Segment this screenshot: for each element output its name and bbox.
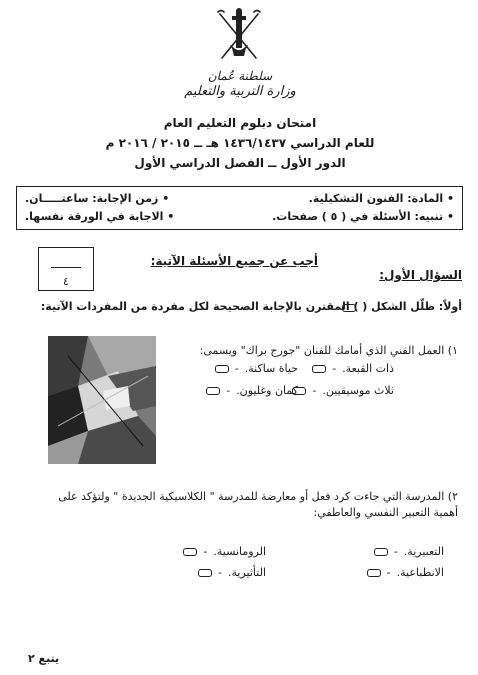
q1-option-4[interactable]: - كمان وغليون. (206, 384, 298, 398)
question-one-title: السؤال الأول: (379, 268, 462, 282)
exam-session: الدور الأول ــ الفصل الدراسي الأول (134, 156, 346, 170)
academic-year: للعام الدراسي ١٤٣٦/١٤٣٧ هـ ــ ٢٠١٥ / ٢٠١٦ م (105, 136, 375, 150)
q2-option-3[interactable]: - الانطباعية. (367, 566, 444, 580)
answer-location-note: • الاجابة في الورقة نفسها. (25, 210, 175, 223)
exam-info-box (16, 186, 463, 230)
q2-stem-line1: ٢) المدرسة التي جاءت كرد فعل أو معارضة للمدرسة " الكلاسيكية الجديدة " ولتؤكد على (58, 490, 458, 503)
q2-option-1[interactable]: - التعبيرية. (374, 545, 444, 559)
shade-shape-sample (342, 304, 356, 312)
q1-option-2-label: حياة ساكنة. (244, 362, 298, 375)
ministry-line-name: وزارة التربية والتعليم (184, 84, 296, 99)
q2-option-3-label: الانطباعية. (396, 566, 444, 579)
pages-note: • تنبيه: الأسئلة في ( ٥ ) صفحات. (272, 210, 454, 223)
q2-option-4[interactable]: - التأثيرية. (198, 566, 266, 580)
ministry-name (170, 68, 310, 100)
q1-option-3[interactable]: - ثلاث موسيقيين. (292, 384, 394, 398)
q1-option-1[interactable]: - ذات القبعة. (312, 362, 394, 376)
answer-checkbox[interactable] (183, 548, 197, 556)
q2-stem-line2: أهمية التعبير النفسي والعاطفي: (313, 506, 458, 519)
score-box (38, 247, 94, 291)
q1-stem: ١) العمل الفني الذي أمامك للفنان "جورج براك" ويسمى: (199, 344, 458, 357)
duration-info: • زمن الإجابة: ساعتـــــان. (25, 192, 170, 205)
answer-checkbox[interactable] (367, 569, 381, 577)
q2-option-2[interactable]: - الرومانسية. (183, 545, 266, 559)
ministry-line-country: سلطنة عُمان (207, 69, 273, 83)
braque-artwork-picture (48, 336, 156, 464)
oman-emblem-icon (214, 6, 264, 68)
q2-option-2-label: الرومانسية. (213, 545, 266, 558)
q1-option-3-label: ثلاث موسيقيين. (322, 384, 394, 397)
answer-checkbox[interactable] (206, 387, 220, 395)
subject-info: • المادة: الفنون التشكيلية. (308, 192, 454, 205)
exam-title: امتحان دبلوم التعليم العام (163, 116, 317, 130)
artwork-image (48, 336, 156, 464)
part-a-instruction: أولاً: ظلّل الشكل ( ) المقترن بالإجابة الصحيحة لكل مفردة من المفردات الآتية: (40, 300, 462, 313)
answer-checkbox[interactable] (215, 365, 229, 373)
score-line (51, 267, 81, 268)
score-value: ٤ (63, 275, 69, 288)
q1-option-2[interactable]: - حياة ساكنة. (215, 362, 298, 376)
q1-option-1-label: ذات القبعة. (342, 362, 394, 375)
answer-checkbox[interactable] (198, 569, 212, 577)
continued-note: يتبع ٢ (28, 652, 60, 665)
q1-option-4-label: كمان وغليون. (236, 384, 298, 397)
answer-checkbox[interactable] (312, 365, 326, 373)
answer-all-instruction: أجب عن جميع الأسئلة الآتية: (150, 254, 318, 268)
q2-option-4-label: التأثيرية. (228, 566, 266, 579)
answer-checkbox[interactable] (374, 548, 388, 556)
q2-option-1-label: التعبيرية. (403, 545, 444, 558)
